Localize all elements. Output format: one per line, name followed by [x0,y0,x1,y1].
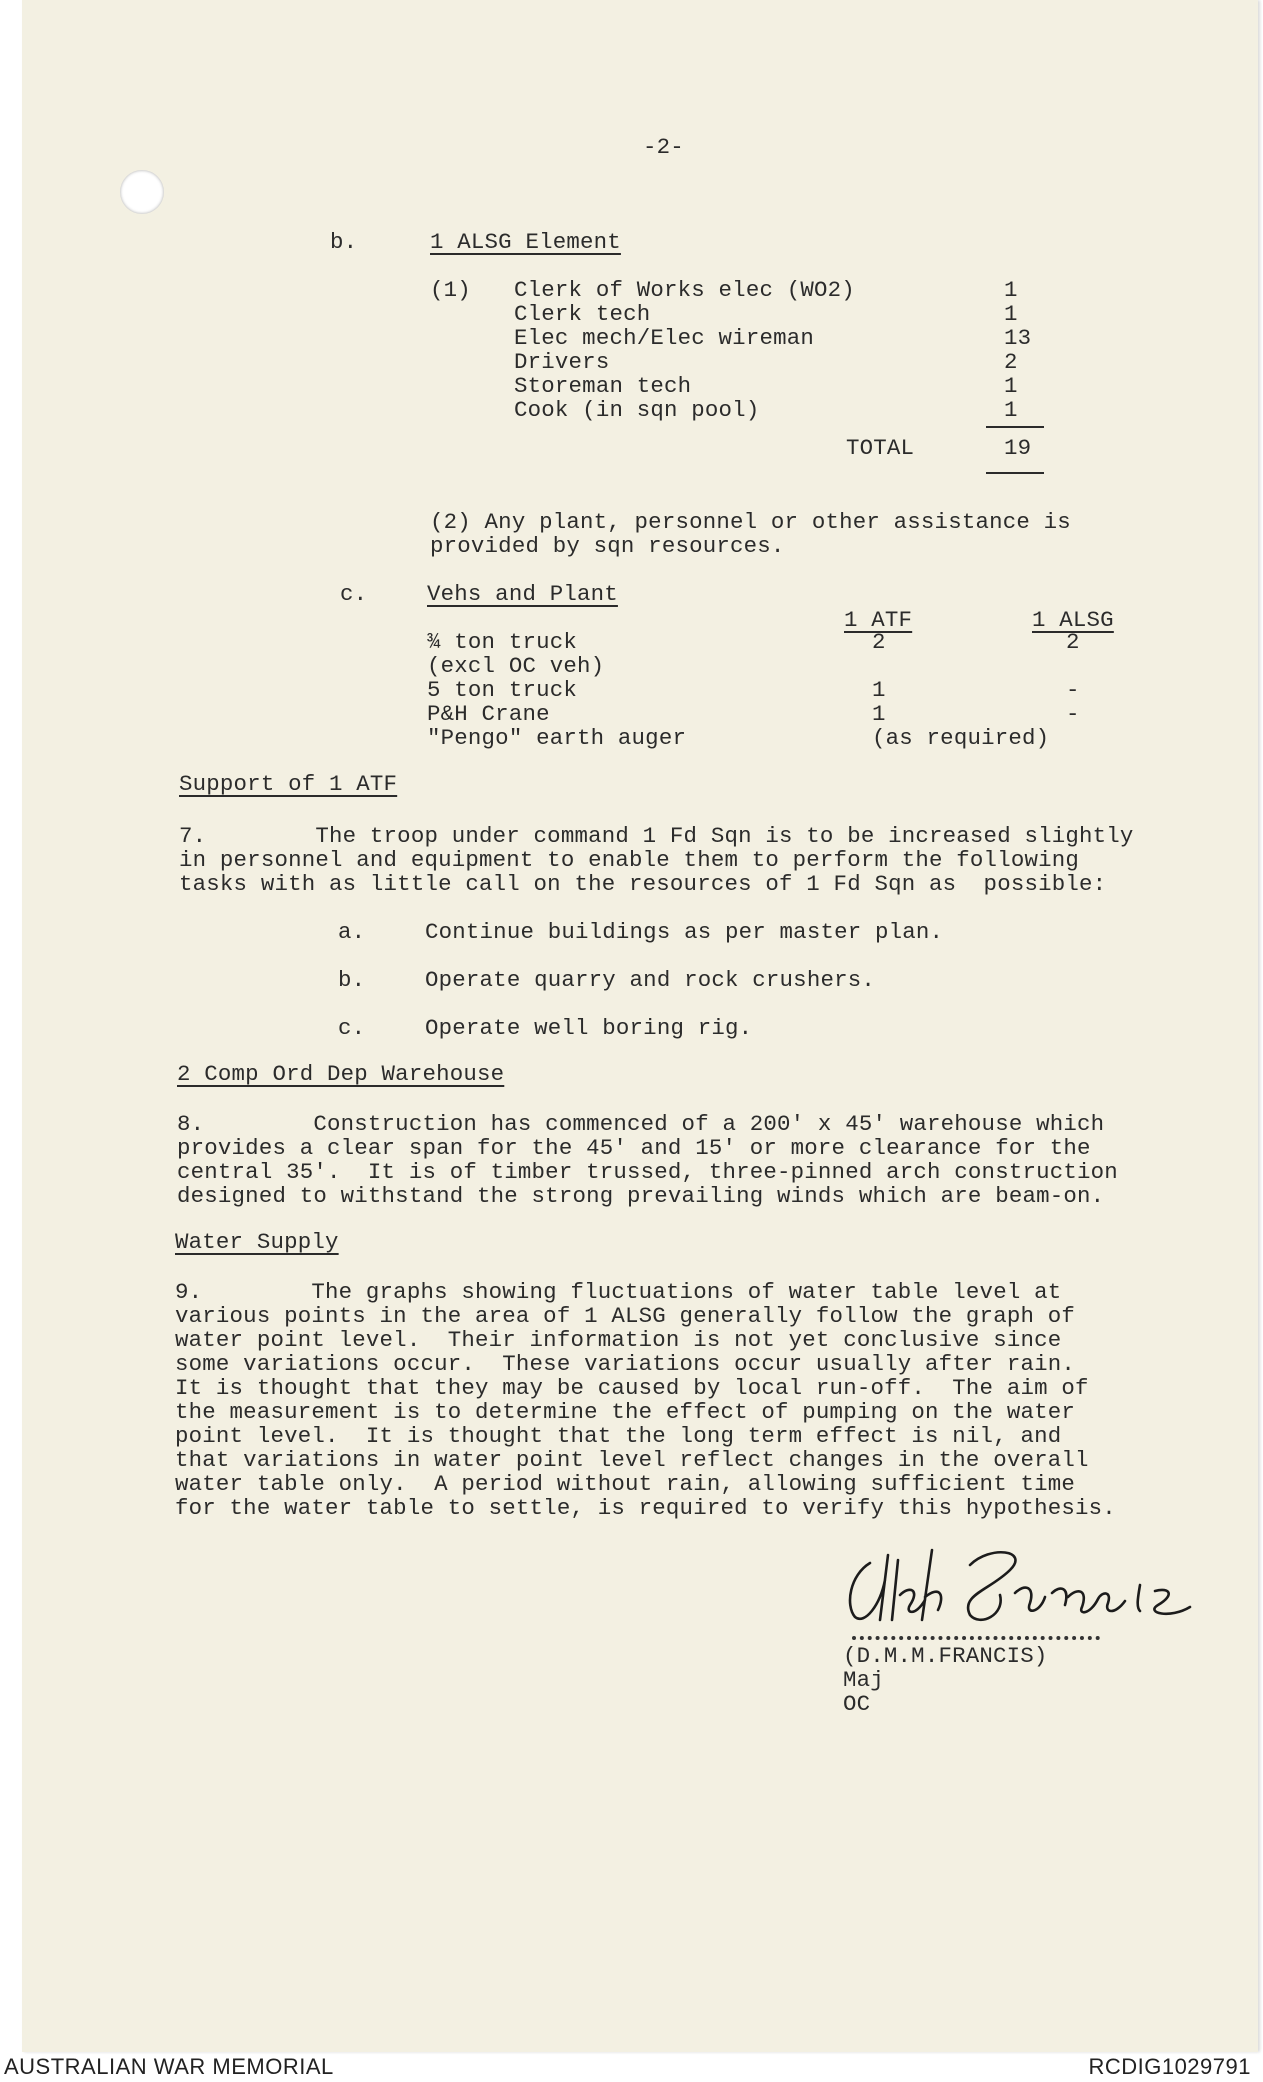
water-paragraph-line: for the water table to settle, is required to verify this hypothesis. [175,1495,1116,1521]
task-marker: a. [338,919,366,945]
staff-count: 1 [1004,397,1018,423]
plant-item: (excl OC veh) [427,653,605,679]
staff-role: Storeman tech [514,373,692,399]
document-page [22,0,1258,2052]
subtotal-rule [986,426,1044,428]
task-text: Operate quarry and rock crushers. [425,967,876,993]
total-label: TOTAL [846,435,915,461]
warehouse-paragraph-line: designed to withstand the strong prevailing winds which are beam-on. [177,1183,1105,1209]
plant-item: ¾ ton truck [427,629,578,655]
staff-role: Elec mech/Elec wireman [514,325,815,351]
support-paragraph-line: in personnel and equipment to enable them to perform the following [179,847,1080,873]
section-b-note: provided by sqn resources. [430,533,785,559]
warehouse-heading: 2 Comp Ord Dep Warehouse [177,1061,505,1087]
column-header-atf: 1 ATF [844,607,913,633]
section-b-note: (2) Any plant, personnel or other assistance is [430,509,1071,535]
page-number: -2- [643,134,684,160]
task-marker: c. [338,1015,366,1041]
plant-alsg: - [1066,701,1080,727]
staff-role: Drivers [514,349,610,375]
staff-count: 1 [1004,277,1018,303]
section-b-heading: 1 ALSG Element [430,229,621,255]
support-heading: Support of 1 ATF [179,771,398,797]
section-c-marker: c. [340,581,368,607]
staff-count: 1 [1004,373,1018,399]
footer-source: AUSTRALIAN WAR MEMORIAL [4,2054,334,2079]
warehouse-paragraph-line: central 35'. It is of timber trussed, three-pinned arch construction [177,1159,1118,1185]
plant-item: P&H Crane [427,701,550,727]
task-text: Operate well boring rig. [425,1015,753,1041]
warehouse-paragraph-line: 8. Construction has commenced of a 200' x 45' warehouse which [177,1111,1105,1137]
support-paragraph-line: tasks with as little call on the resources of 1 Fd Sqn as possible: [179,871,1107,897]
water-paragraph-line: the measurement is to determine the effect of pumping on the water [175,1399,1076,1425]
signatory-position: OC [843,1691,871,1717]
plant-atf: 1 [872,701,886,727]
plant-alsg: 2 [1066,629,1080,655]
staff-role: Clerk tech [514,301,651,327]
section-b-sub1-marker: (1) [430,277,471,303]
staff-count: 13 [1004,325,1032,351]
plant-item: 5 ton truck [427,677,578,703]
water-heading: Water Supply [175,1229,339,1255]
total-rule [986,472,1044,474]
plant-alsg: - [1066,677,1080,703]
staff-count: 2 [1004,349,1018,375]
punch-hole [120,170,164,214]
water-paragraph-line: point level. It is thought that the long term effect is nil, and [175,1423,1062,1449]
water-paragraph-line: that variations in water point level reflect changes in the overall [175,1447,1089,1473]
plant-item: "Pengo" earth auger [427,725,687,751]
water-paragraph-line: some variations occur. These variations occur usually after rain. [175,1351,1076,1377]
task-marker: b. [338,967,366,993]
plant-atf: (as required) [872,725,1050,751]
column-header-alsg: 1 ALSG [1032,607,1114,633]
signature-dotted-line [852,1636,1100,1640]
signatory-rank: Maj [843,1667,884,1693]
task-text: Continue buildings as per master plan. [425,919,944,945]
staff-role: Cook (in sqn pool) [514,397,760,423]
signatory-name: (D.M.M.FRANCIS) [843,1643,1048,1669]
support-paragraph-line: 7. The troop under command 1 Fd Sqn is to be increased slightly [179,823,1134,849]
water-paragraph-line: water table only. A period without rain, allowing sufficient time [175,1471,1076,1497]
warehouse-paragraph-line: provides a clear span for the 45' and 15' or more clearance for the [177,1135,1091,1161]
total-value: 19 [1004,435,1032,461]
staff-role: Clerk of Works elec (WO2) [514,277,855,303]
water-paragraph-line: various points in the area of 1 ALSG generally follow the graph of [175,1303,1076,1329]
footer-reference-id: RCDIG1029791 [1088,2054,1251,2079]
water-paragraph-line: 9. The graphs showing fluctuations of water table level at [175,1279,1062,1305]
water-paragraph-line: It is thought that they may be caused by local run-off. The aim of [175,1375,1089,1401]
water-paragraph-line: water point level. Their information is not yet conclusive since [175,1327,1062,1353]
staff-count: 1 [1004,301,1018,327]
section-b-marker: b. [330,229,358,255]
handwritten-signature [840,1535,1200,1630]
plant-atf: 1 [872,677,886,703]
plant-atf: 2 [872,629,886,655]
section-c-heading: Vehs and Plant [427,581,618,607]
